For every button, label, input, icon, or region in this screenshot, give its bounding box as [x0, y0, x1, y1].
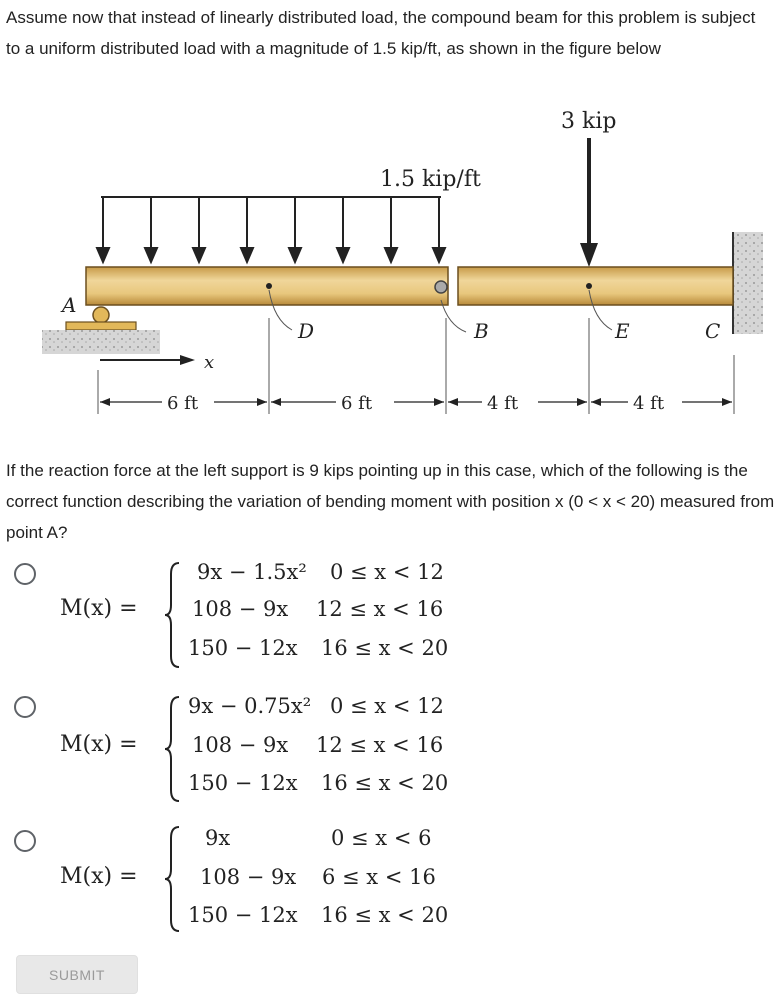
option-1-case-1-range: 0 ≤ x < 12	[330, 560, 444, 584]
option-1-case-1-expr: 9x − 1.5x²	[197, 560, 307, 584]
option-1-brace	[163, 560, 183, 670]
label-b: B	[474, 319, 489, 343]
roller-support	[66, 322, 136, 330]
dimension-2: 6 ft	[341, 393, 373, 414]
option-3-case-1-expr: 9x	[205, 826, 231, 850]
submit-button[interactable]: SUBMIT	[16, 955, 138, 994]
option-1-case-2-range: 12 ≤ x < 16	[316, 597, 444, 621]
option-3-radio[interactable]	[14, 830, 36, 852]
option-1-label: M(x) =	[60, 596, 138, 621]
distributed-load-arrows	[97, 197, 445, 262]
option-1-case-3-range: 16 ≤ x < 20	[321, 636, 449, 660]
option-1[interactable]	[0, 554, 778, 674]
option-1-case-2-expr: 108 − 9x	[192, 597, 289, 621]
option-2[interactable]	[0, 690, 778, 810]
dimension-1: 6 ft	[167, 393, 199, 414]
label-e: E	[615, 319, 630, 343]
option-3-label: M(x) =	[60, 864, 138, 889]
option-3[interactable]	[0, 828, 778, 948]
label-a: A	[62, 293, 77, 317]
option-2-case-2-expr: 108 − 9x	[192, 733, 289, 757]
option-1-radio[interactable]	[14, 563, 36, 585]
option-2-case-3-expr: 150 − 12x	[188, 771, 298, 795]
option-2-case-2-range: 12 ≤ x < 16	[316, 733, 444, 757]
point-load-arrow	[580, 243, 598, 267]
question-text: If the reaction force at the left support is 9 kips pointing up in this case, which of the following is the correct function describing the variation of bending moment with position x (0 < x < 20) measured from point A?	[6, 461, 775, 542]
label-d: D	[298, 319, 315, 343]
axis-label-x: x	[204, 352, 215, 373]
option-2-brace	[163, 694, 183, 804]
beam-figure	[0, 95, 778, 425]
option-3-case-3-expr: 150 − 12x	[188, 903, 298, 927]
option-3-case-2-range: 6 ≤ x < 16	[322, 865, 436, 889]
option-3-case-2-expr: 108 − 9x	[200, 865, 297, 889]
point-load-label: 3 kip	[561, 109, 617, 134]
option-3-case-1-range: 0 ≤ x < 6	[331, 826, 432, 850]
dimension-4: 4 ft	[633, 393, 665, 414]
option-2-label: M(x) =	[60, 732, 138, 757]
hinge-b	[435, 281, 447, 293]
dimension-3: 4 ft	[487, 393, 519, 414]
distributed-load-label: 1.5 kip/ft	[380, 167, 481, 192]
option-2-case-3-range: 16 ≤ x < 20	[321, 771, 449, 795]
beam-segment-bc	[458, 267, 733, 305]
fixed-wall	[733, 232, 763, 334]
label-c: C	[705, 319, 721, 343]
option-2-radio[interactable]	[14, 696, 36, 718]
ground-a	[42, 330, 160, 354]
intro-text: Assume now that instead of linearly distributed load, the compound beam for this problem is subject to a uniform distributed load with a magnitude of 1.5 kip/ft, as shown in the figure below	[6, 8, 756, 58]
option-2-case-1-range: 0 ≤ x < 12	[330, 694, 444, 718]
option-2-case-1-expr: 9x − 0.75x²	[188, 694, 312, 718]
option-3-case-3-range: 16 ≤ x < 20	[321, 903, 449, 927]
option-3-brace	[163, 824, 183, 934]
option-1-case-3-expr: 150 − 12x	[188, 636, 298, 660]
